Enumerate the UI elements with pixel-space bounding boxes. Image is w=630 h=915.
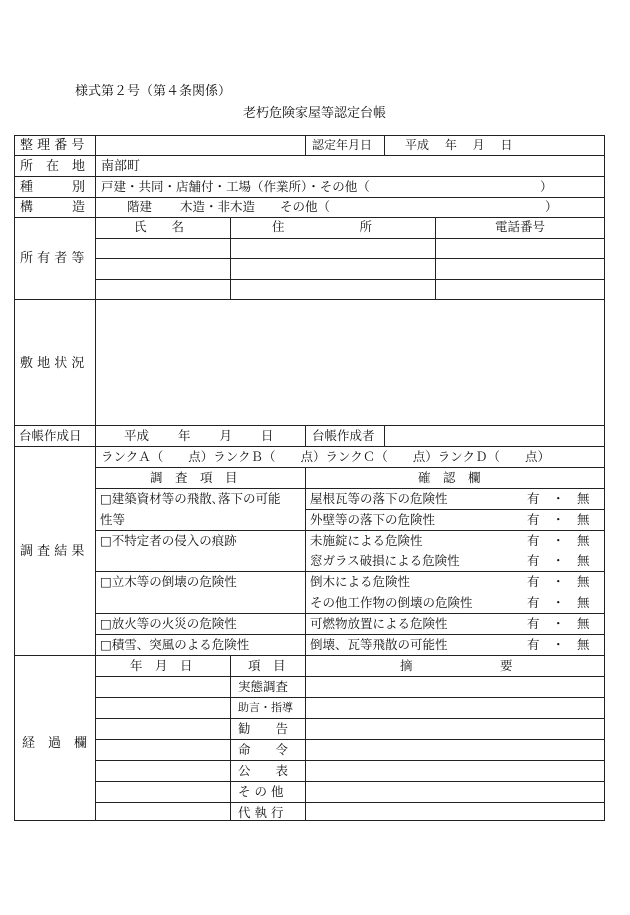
history-item-advice: 助言・指導 (238, 701, 293, 714)
survey-item-1: □建築資材等の飛散､落下の可能 (100, 491, 281, 506)
seiri-number-label: 整 理 番 号 (20, 138, 85, 153)
survey-col-item: 調 査 項 目 (150, 470, 238, 485)
daicho-date-label: 台帳作成日 (19, 428, 82, 443)
yes-no-6[interactable]: 有 ・ 無 (527, 595, 590, 610)
history-item-publication: 公 表 (238, 763, 289, 778)
check-item-8: 倒壊、瓦等飛散の可能性 (310, 637, 448, 652)
survey-item-2: □不特定者の侵入の痕跡 (100, 533, 237, 548)
kozo-value: 木造・非木造 その他（ (180, 199, 331, 214)
kozo-close: ） (545, 199, 558, 214)
yes-no-5[interactable]: 有 ・ 無 (527, 574, 590, 589)
check-item-5: 倒木による危険性 (310, 574, 411, 589)
page-title: 老朽危険家屋等認定台帳 (243, 106, 387, 121)
history-item-order: 命 令 (238, 742, 289, 757)
check-item-4: 窓ガラス破損による危険性 (310, 553, 460, 568)
survey-item-4: □放火等の火災の危険性 (100, 616, 237, 631)
history-col-date: 年 月 日 (130, 658, 193, 673)
owner-col-phone: 電話番号 (495, 219, 546, 234)
history-item-execution: 代 執 行 (238, 805, 284, 820)
shubetsu-value: 戸建・共同・店舗付・工場（作業所）・その他（ (101, 179, 370, 194)
site-condition-label: 敷 地 状 況 (20, 356, 85, 371)
shubetsu-label: 種 別 (20, 180, 86, 195)
owner-col-address: 住 所 (272, 219, 373, 234)
check-item-3: 未施錠による危険性 (310, 533, 423, 548)
daicho-date-value: 平成 年 月 日 (124, 428, 274, 443)
yes-no-2[interactable]: 有 ・ 無 (527, 512, 590, 527)
check-item-6: その他工作物の倒壊の危険性 (310, 595, 473, 610)
history-col-item: 項 目 (248, 658, 286, 673)
check-item-7: 可燃物放置による危険性 (310, 616, 448, 631)
check-item-1: 屋根瓦等の落下の危険性 (310, 491, 448, 506)
yes-no-8[interactable]: 有 ・ 無 (527, 637, 590, 652)
yes-no-7[interactable]: 有 ・ 無 (527, 616, 590, 631)
yes-no-4[interactable]: 有 ・ 無 (527, 553, 590, 568)
shozaichi-value: 南部町 (101, 159, 141, 174)
survey-item-3: □立木等の倒壊の危険性 (100, 574, 237, 589)
kozo-kaidate: 階建 (127, 199, 153, 214)
survey-col-check: 確 認 欄 (418, 470, 481, 485)
shozaichi-label: 所 在 地 (20, 159, 86, 174)
history-item-other: そ の 他 (238, 784, 284, 799)
kozo-label: 構 造 (20, 200, 86, 215)
check-item-2: 外壁等の落下の危険性 (310, 512, 436, 527)
nintei-date-label: 認定年月日 (312, 138, 373, 152)
daicho-author-label: 台帳作成者 (312, 428, 375, 443)
history-item-recommendation: 勧 告 (238, 721, 289, 736)
survey-item-1-cont: 性等 (100, 512, 126, 527)
yes-no-1[interactable]: 有 ・ 無 (527, 491, 590, 506)
survey-label: 調 査 結 果 (20, 544, 85, 559)
form-number: 様式第２号（第４条関係） (75, 84, 232, 99)
history-label: 経 過 欄 (22, 736, 88, 751)
history-col-summary: 摘 要 (400, 658, 513, 673)
survey-item-5: □積雪、突風のよる危険性 (100, 637, 250, 652)
shubetsu-close: ） (540, 179, 553, 194)
rank-line: ランクＡ（ 点）ランクＢ（ 点）ランクＣ（ 点）ランクＤ（ 点） (101, 449, 551, 464)
nintei-date-value: 平成 年 月 日 (405, 138, 513, 152)
owner-col-name: 氏 名 (134, 219, 185, 234)
yes-no-3[interactable]: 有 ・ 無 (527, 533, 590, 548)
history-item-survey: 実態調査 (238, 679, 289, 694)
owner-label: 所 有 者 等 (20, 251, 85, 266)
